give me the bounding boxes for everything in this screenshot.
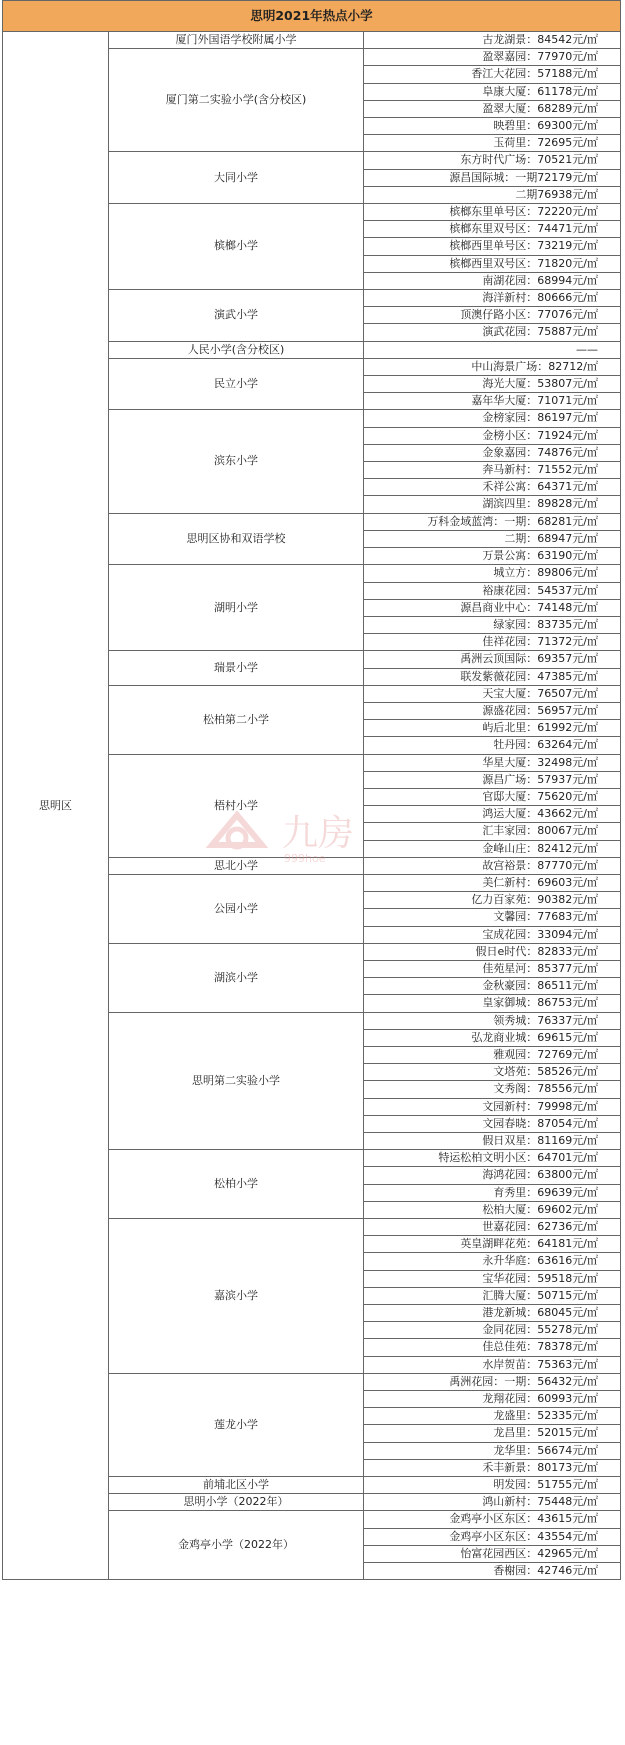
price-cell: 龙华里：56674元/㎡	[364, 1442, 621, 1459]
price-cell: 汇丰家园：80067元/㎡	[364, 823, 621, 840]
price-cell: 香江大花园：57188元/㎡	[364, 66, 621, 83]
price-cell: ——	[364, 341, 621, 358]
price-cell: 雅观园：72769元/㎡	[364, 1046, 621, 1063]
price-cell: 源盛花园：56957元/㎡	[364, 702, 621, 719]
price-cell: 佳祥花园：71372元/㎡	[364, 634, 621, 651]
price-cell: 世嘉花园：62736元/㎡	[364, 1219, 621, 1236]
price-cell: 金鸡亭小区东区：43554元/㎡	[364, 1528, 621, 1545]
price-cell: 怡富花园西区：42965元/㎡	[364, 1545, 621, 1562]
price-cell: 古龙湖景：84542元/㎡	[364, 32, 621, 49]
price-cell: 屿后北里：61992元/㎡	[364, 720, 621, 737]
price-cell: 牡丹园：63264元/㎡	[364, 737, 621, 754]
price-cell: 槟榔西里双号区：71820元/㎡	[364, 255, 621, 272]
price-cell: 海鸿花园：63800元/㎡	[364, 1167, 621, 1184]
school-name-cell: 松柏小学	[109, 1150, 364, 1219]
school-name-cell: 前埔北区小学	[109, 1477, 364, 1494]
price-cell: 文塔苑：58526元/㎡	[364, 1064, 621, 1081]
school-name-cell: 厦门外国语学校附属小学	[109, 32, 364, 49]
price-cell: 绿家园：83735元/㎡	[364, 616, 621, 633]
price-cell: 明发园：51755元/㎡	[364, 1477, 621, 1494]
price-cell: 万景公寓：63190元/㎡	[364, 548, 621, 565]
school-name-cell: 演武小学	[109, 290, 364, 342]
school-name-cell: 瑞景小学	[109, 651, 364, 685]
price-cell: 盈翠嘉园：77970元/㎡	[364, 49, 621, 66]
price-cell: 皇家御城：86753元/㎡	[364, 995, 621, 1012]
price-cell: 金象嘉园：74876元/㎡	[364, 444, 621, 461]
price-cell: 源昌商业中心：74148元/㎡	[364, 599, 621, 616]
price-cell: 天宝大厦：76507元/㎡	[364, 685, 621, 702]
school-name-cell: 滨东小学	[109, 410, 364, 513]
price-cell: 文园春晓：87054元/㎡	[364, 1115, 621, 1132]
price-cell: 禹洲云顶国际：69357元/㎡	[364, 651, 621, 668]
school-name-cell: 莲龙小学	[109, 1373, 364, 1476]
school-name-cell: 思明区协和双语学校	[109, 513, 364, 565]
school-name-cell: 思明第二实验小学	[109, 1012, 364, 1150]
price-cell: 盈翠大厦：68289元/㎡	[364, 100, 621, 117]
price-cell: 金榜家园：86197元/㎡	[364, 410, 621, 427]
title-row	[3, 1, 621, 32]
price-cell: 海洋新村：80666元/㎡	[364, 290, 621, 307]
price-cell: 东方时代广场：70521元/㎡	[364, 152, 621, 169]
price-cell: 香榭园：42746元/㎡	[364, 1563, 621, 1580]
price-cell: 禹洲花园：一期：56432元/㎡	[364, 1373, 621, 1390]
price-cell: 城立方：89806元/㎡	[364, 565, 621, 582]
school-name-cell: 大同小学	[109, 152, 364, 204]
price-cell: 文秀阁：78556元/㎡	[364, 1081, 621, 1098]
price-cell: 槟榔东里双号区：74471元/㎡	[364, 221, 621, 238]
school-name-cell: 嘉滨小学	[109, 1219, 364, 1374]
price-cell: 文馨园：77683元/㎡	[364, 909, 621, 926]
district-cell: 思明区	[3, 32, 109, 1580]
price-cell: 汇腾大厦：50715元/㎡	[364, 1287, 621, 1304]
price-cell: 槟榔东里单号区：72220元/㎡	[364, 204, 621, 221]
watermark-subtext: 999hoe	[284, 852, 326, 865]
price-cell: 特运松柏文明小区：64701元/㎡	[364, 1150, 621, 1167]
price-cell: 佳苑星河：85377元/㎡	[364, 960, 621, 977]
price-cell: 假日e时代：82833元/㎡	[364, 943, 621, 960]
price-cell: 金秋豪园：86511元/㎡	[364, 978, 621, 995]
price-cell: 育秀里：69639元/㎡	[364, 1184, 621, 1201]
school-name-cell: 梧村小学	[109, 754, 364, 857]
price-cell: 海光大厦：53807元/㎡	[364, 376, 621, 393]
watermark-text: 九房	[282, 813, 355, 854]
price-cell: 宝华花园：59518元/㎡	[364, 1270, 621, 1287]
school-name-cell: 湖明小学	[109, 565, 364, 651]
school-name-cell: 思北小学	[109, 857, 364, 874]
price-cell: 联发紫薇花园：47385元/㎡	[364, 668, 621, 685]
price-cell: 金峰山庄：82412元/㎡	[364, 840, 621, 857]
school-name-cell: 槟榔小学	[109, 204, 364, 290]
price-cell: 二期：68947元/㎡	[364, 530, 621, 547]
school-name-cell: 思明小学（2022年）	[109, 1494, 364, 1511]
table-body	[3, 1, 621, 1580]
price-cell: 亿力百家苑：90382元/㎡	[364, 892, 621, 909]
price-cell: 官邸大厦：75620元/㎡	[364, 788, 621, 805]
table-title: 思明2021年热点小学	[3, 1, 621, 32]
price-cell: 金同花园：55278元/㎡	[364, 1322, 621, 1339]
school-name-cell: 厦门第二实验小学(含分校区)	[109, 49, 364, 152]
price-table-sheet	[2, 0, 620, 1580]
price-cell: 文园新村：79998元/㎡	[364, 1098, 621, 1115]
price-cell: 嘉年华大厦：71071元/㎡	[364, 393, 621, 410]
price-cell: 假日双星：81169元/㎡	[364, 1133, 621, 1150]
price-cell: 裕康花园：54537元/㎡	[364, 582, 621, 599]
price-cell: 鸿山新村：75448元/㎡	[364, 1494, 621, 1511]
price-cell: 万科金域蓝湾：一期：68281元/㎡	[364, 513, 621, 530]
price-cell: 弘龙商业城：69615元/㎡	[364, 1029, 621, 1046]
price-cell: 中山海景广场：82712/㎡	[364, 358, 621, 375]
price-cell: 佳总佳苑：78378元/㎡	[364, 1339, 621, 1356]
price-cell: 龙昌里：52015元/㎡	[364, 1425, 621, 1442]
price-cell: 南湖花园：68994元/㎡	[364, 272, 621, 289]
price-cell: 美仁新村：69603元/㎡	[364, 874, 621, 891]
school-name-cell: 松柏第二小学	[109, 685, 364, 754]
price-cell: 故宫裕景：87770元/㎡	[364, 857, 621, 874]
price-cell: 龙翔花园：60993元/㎡	[364, 1391, 621, 1408]
price-cell: 阜康大厦：61178元/㎡	[364, 83, 621, 100]
school-name-cell: 公园小学	[109, 874, 364, 943]
price-cell: 源昌国际城：一期72179元/㎡	[364, 169, 621, 186]
school-name-cell: 民立小学	[109, 358, 364, 410]
price-cell: 水岸贺苗：75363元/㎡	[364, 1356, 621, 1373]
price-cell: 龙盛里：52335元/㎡	[364, 1408, 621, 1425]
price-cell: 演武花园：75887元/㎡	[364, 324, 621, 341]
price-cell: 金榜小区：71924元/㎡	[364, 427, 621, 444]
price-cell: 湖滨四里：89828元/㎡	[364, 496, 621, 513]
price-cell: 禾祥公寓：64371元/㎡	[364, 479, 621, 496]
price-cell: 英皇湖畔花苑：64181元/㎡	[364, 1236, 621, 1253]
price-cell: 禾丰新景：80173元/㎡	[364, 1459, 621, 1476]
price-cell: 映碧里：69300元/㎡	[364, 118, 621, 135]
price-cell: 金鸡亭小区东区：43615元/㎡	[364, 1511, 621, 1528]
price-cell: 松柏大厦：69602元/㎡	[364, 1201, 621, 1218]
price-cell: 鸿运大厦：43662元/㎡	[364, 806, 621, 823]
price-cell: 顶澳仔路小区：77076元/㎡	[364, 307, 621, 324]
price-cell: 二期76938元/㎡	[364, 186, 621, 203]
school-name-cell: 湖滨小学	[109, 943, 364, 1012]
school-name-cell: 金鸡亭小学（2022年）	[109, 1511, 364, 1580]
price-cell: 奔马新村：71552元/㎡	[364, 462, 621, 479]
school-name-cell: 人民小学(含分校区)	[109, 341, 364, 358]
price-cell: 源昌广场：57937元/㎡	[364, 771, 621, 788]
price-cell: 华星大厦：32498元/㎡	[364, 754, 621, 771]
price-cell: 玉荷里：72695元/㎡	[364, 135, 621, 152]
table-row	[3, 32, 621, 49]
price-cell: 宝成花园：33094元/㎡	[364, 926, 621, 943]
price-cell: 永升华庭：63616元/㎡	[364, 1253, 621, 1270]
price-cell: 槟榔西里单号区：73219元/㎡	[364, 238, 621, 255]
price-cell: 领秀城：76337元/㎡	[364, 1012, 621, 1029]
price-cell: 港龙新城：68045元/㎡	[364, 1305, 621, 1322]
price-table	[2, 0, 621, 1580]
